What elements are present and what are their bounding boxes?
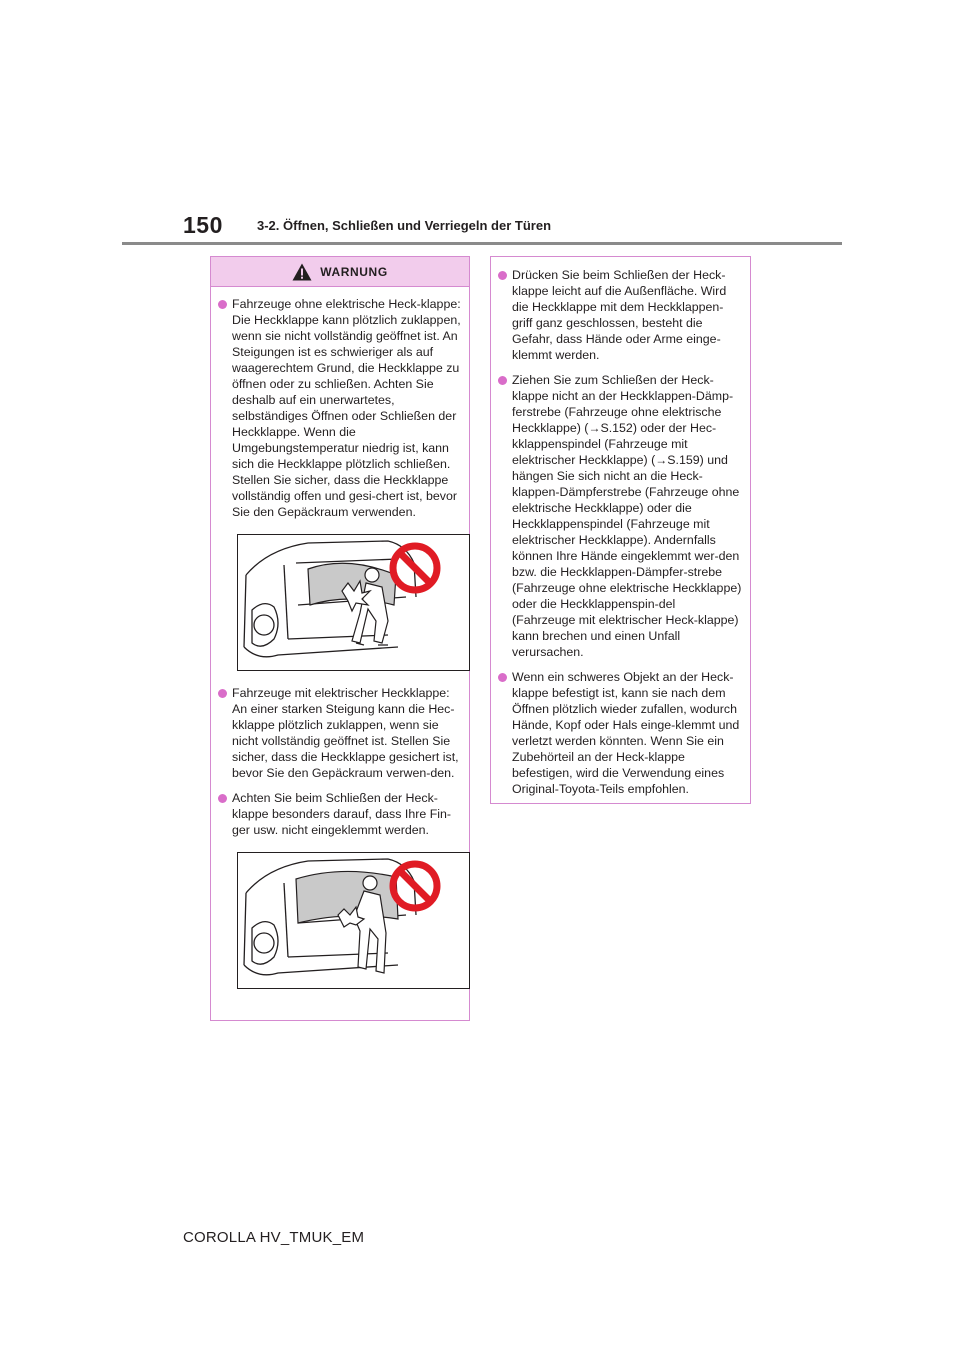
warning-item-text: Fahrzeuge ohne elektrische Heck-klappe: Die Heckklappe kann plötzlich zuklappen, wenn sie nicht vollständig geöffnet ist. An Steigungen ist es schwieriger als auf waagerechtem Grund, die Heckklappe zu öffnen oder zu schließen. Achten Sie deshalb auf ein unerwartetes, selbständiges Öffnen oder Schließen der Heckklappe. Wenn die Umgebungstemperatur niedrig ist, kann sich die Heckklappe plötzlich schließen. Stellen Sie sicher, dass die Heckklappe vollständig offen und gesi-chert ist, bevor Sie den Gepäckraum verwenden. xyxy=(232,297,461,519)
bullet-icon xyxy=(498,376,507,385)
warning-item xyxy=(217,685,461,781)
prohibition-icon xyxy=(388,541,442,595)
warning-text-part: ) und hängen Sie sich nicht an die Heck-klappen-Dämpferstrebe (Fahrzeuge ohne elektrische Heckklappe) oder die Heckklappenspindel (Fahrzeuge mit elektrischer Heckklappe). Andernfalls können Ihre Hände eingeklemmt wer-den bzw. die Heckklappen-Dämpfer-strebe (Fahrzeuge ohne elektrische Heckklappe) oder die Heckklappenspin-del (Fahrzeuge mit elektrischer Heck-klappe) kann brechen und einen Unfall verursachen. xyxy=(512,453,742,659)
reference-arrow-icon: → xyxy=(655,453,668,467)
warning-triangle-icon xyxy=(292,263,312,281)
page-reference-link[interactable]: S.159 xyxy=(667,453,700,467)
warning-text-part: ) oder der Hec-kklappenspindel (Fahrzeuge mit elektrischer Heckklappe) ( xyxy=(512,421,717,467)
bullet-icon xyxy=(218,794,227,803)
illustration-tailgate-closing-on-slope xyxy=(237,534,470,671)
warning-item-text: Achten Sie beim Schließen der Heck-klappe besonders darauf, dass Ihre Fin-ger usw. nicht eingeklemmt werden. xyxy=(232,791,452,837)
warning-item xyxy=(217,790,461,838)
warning-heading xyxy=(211,257,469,287)
bullet-icon xyxy=(498,271,507,280)
warning-item xyxy=(217,296,461,520)
header-divider xyxy=(122,242,842,245)
warning-item xyxy=(497,669,742,797)
reference-arrow-icon: → xyxy=(588,421,601,435)
footer-model-code: COROLLA HV_TMUK_EM xyxy=(183,1229,365,1246)
bullet-icon xyxy=(218,689,227,698)
warning-item-text: Wenn ein schweres Objekt an der Heck-klappe befestigt ist, kann sie nach dem Öffnen plötzlich wieder zufallen, wodurch Hände, Kopf oder Hals einge-klemmt und verletzt werden könnten. Wenn Sie ein Zubehörteil an der Heck-klappe befestigen, wird die Verwendung eines Original-Toyota-Teils empfohlen. xyxy=(512,670,740,796)
warning-item-text xyxy=(512,372,742,660)
prohibition-icon xyxy=(388,859,442,913)
bullet-icon xyxy=(498,673,507,682)
warning-item xyxy=(497,372,742,660)
warning-box-right xyxy=(490,256,751,804)
page-reference-link[interactable]: S.152 xyxy=(600,421,633,435)
bullet-icon xyxy=(218,300,227,309)
warning-item-text: Fahrzeuge mit elektrischer Heckklappe: An einer starken Steigung kann die Hec-kklappe plötzlich zuklappen, wenn sie nicht vollständig geöffnet ist. Stellen Sie sicher, dass die Heckklappe gesichert ist, bevor Sie den Gepäckraum verwen-den. xyxy=(232,686,459,780)
warning-box-left xyxy=(210,256,470,1021)
page-number: 150 xyxy=(183,212,223,238)
warning-item-text: Drücken Sie beim Schließen der Heck-klappe leicht auf die Außenfläche. Wird die Heckklappe mit dem Heckklappen-griff ganz geschlossen, besteht die Gefahr, dass Hände oder Arme einge-klemmt werden. xyxy=(512,268,727,362)
section-title: 3-2. Öffnen, Schließen und Verriegeln der Türen xyxy=(257,218,552,233)
warning-item xyxy=(497,267,742,363)
illustration-fingers-caught-in-tailgate xyxy=(237,852,470,989)
warning-text-part: Ziehen Sie zum Schließen der Heck-klappe nicht an der Heckklappen-Dämp-ferstrebe (Fahrzeuge ohne elektrische Heckklappe) ( xyxy=(512,373,734,435)
warning-heading-label: WARNUNG xyxy=(320,264,388,279)
